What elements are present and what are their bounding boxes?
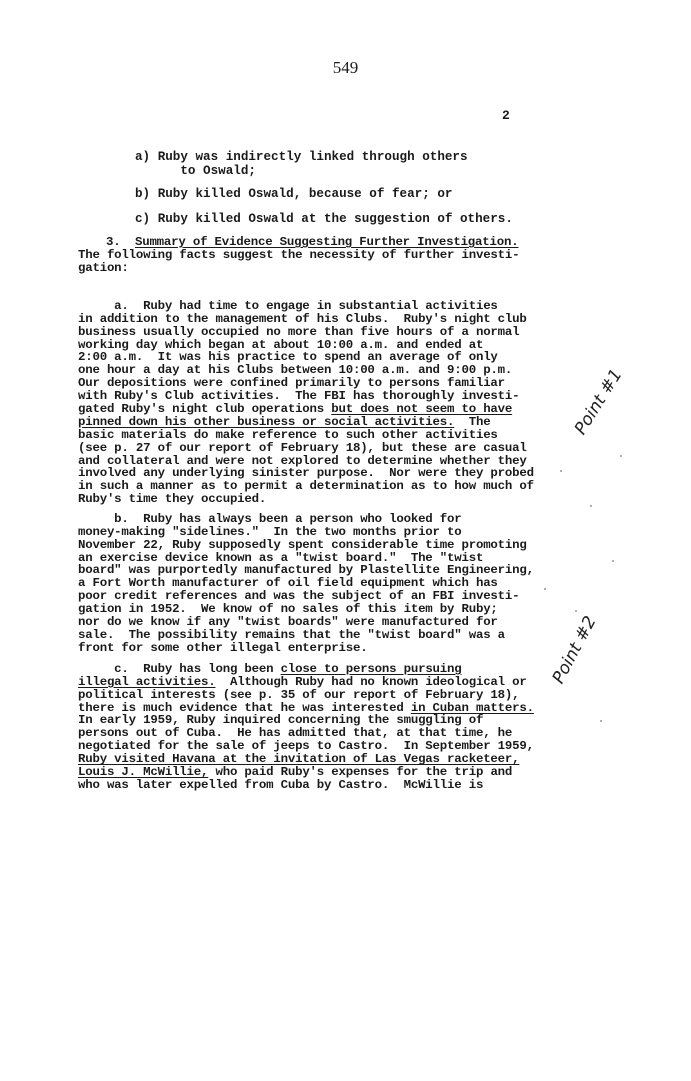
- list-item-c: [135, 212, 535, 226]
- margin-note-point-1: Point #1: [570, 365, 627, 439]
- underlined-text: illegal activities.: [78, 674, 216, 689]
- list-text: Ruby was indirectly linked through others: [157, 150, 468, 164]
- margin-note-point-2: Point #2: [548, 612, 601, 688]
- text-line: in such a manner as to permit a determination as to how much of: [78, 479, 534, 494]
- text-line: working day which began at about 10:00 a.m. and ended at: [78, 337, 484, 352]
- text-line: nor do we know if any "twist boards" were manufactured for: [78, 615, 498, 630]
- text-line: board" was purportedly manufactured by Plastellite Engineering,: [78, 563, 534, 578]
- speckle: [590, 505, 592, 507]
- list-item-b: [135, 187, 535, 201]
- text-line: business usually occupied no more than five hours of a normal: [78, 324, 520, 339]
- underlined-text: in Cuban matters.: [410, 700, 534, 715]
- text-line: In early 1959, Ruby inquired concerning the smuggling of: [78, 713, 484, 728]
- text-line: one hour a day at his Clubs between 10:00 a.m. and 9:00 p.m.: [78, 363, 513, 378]
- text-line: sale. The possibility remains that the "twist board" was a: [78, 627, 505, 642]
- list-text: Ruby killed Oswald, because of fear; or: [157, 187, 453, 201]
- text-line: an exercise device known as a "twist board." The "twist: [78, 550, 484, 565]
- text-line: b. Ruby has always been a person who looked for: [78, 511, 462, 526]
- text-segment: gated Ruby's night club operations: [78, 402, 332, 417]
- text-line: 2:00 a.m. It was his practice to spend an average of only: [78, 350, 498, 365]
- text-line: poor credit references and was the subject of an FBI investi-: [78, 589, 520, 604]
- list-marker: c): [135, 212, 151, 226]
- paragraph-c: [78, 650, 558, 805]
- underlined-text: close to persons pursuing: [280, 661, 462, 676]
- section-heading: [78, 236, 558, 275]
- speckle: [544, 588, 546, 590]
- text-line: a Fort Worth manufacturer of oil field equipment which has: [78, 576, 498, 591]
- text-line: with Ruby's Club activities. The FBI has thoroughly investi-: [78, 389, 520, 404]
- sheet-number: 2: [502, 108, 510, 123]
- paragraph-b: [78, 500, 558, 668]
- speckle: [575, 610, 577, 612]
- text-segment: who paid Ruby's expenses for the trip and: [208, 765, 513, 780]
- section-title: Summary of Evidence Suggesting Further Investigation.: [134, 235, 519, 249]
- text-line: a. Ruby had time to engage in substantial activities: [78, 298, 498, 313]
- list-item-a: [135, 150, 535, 178]
- list-marker: b): [135, 187, 151, 201]
- list-marker: a): [135, 150, 151, 164]
- text-line: persons out of Cuba. He has admitted that, at that time, he: [78, 726, 513, 741]
- text-segment: there is much evidence that he was interested: [78, 700, 411, 715]
- text-line: front for some other illegal enterprise.: [78, 640, 368, 655]
- underlined-text: pinned down his other business or social activities.: [78, 414, 455, 429]
- text-line: negotiated for the sale of jeeps to Castro. In September 1959,: [78, 739, 534, 754]
- section-intro-line: gation:: [78, 260, 129, 275]
- text-line: and collateral and were not explored to determine whether they: [78, 453, 527, 468]
- list-text: Ruby killed Oswald at the suggestion of others.: [157, 212, 513, 226]
- speckle: [612, 560, 614, 562]
- text-segment: The: [454, 414, 491, 429]
- text-segment: c. Ruby has long been: [78, 661, 281, 676]
- section-intro-line: The following facts suggest the necessity of further investi-: [78, 247, 520, 262]
- text-line: gation in 1952. We know of no sales of this item by Ruby;: [78, 602, 498, 617]
- text-line: money-making "sidelines." In the two months prior to: [78, 524, 462, 539]
- paragraph-a: [78, 287, 558, 519]
- text-line: basic materials do make reference to such other activities: [78, 427, 498, 442]
- text-line: who was later expelled from Cuba by Castro. McWillie is: [78, 777, 484, 792]
- text-line: (see p. 27 of our report of February 18), but these are casual: [78, 440, 527, 455]
- text-line: involved any underlying sinister purpose. Nor were they probed: [78, 466, 534, 481]
- section-number: 3.: [106, 235, 121, 249]
- text-segment: Although Ruby had no known ideological or: [215, 674, 527, 689]
- text-line: political interests (see p. 35 of our report of February 18),: [78, 687, 520, 702]
- page-number: 549: [332, 58, 359, 77]
- underlined-text: Louis J. McWillie,: [78, 765, 209, 780]
- text-line: in addition to the management of his Clubs. Ruby's night club: [78, 311, 527, 326]
- text-line: Ruby's time they occupied.: [78, 492, 267, 507]
- speckle: [620, 455, 622, 457]
- underlined-text: but does not seem to have: [331, 402, 513, 417]
- text-line: Our depositions were confined primarily to persons familiar: [78, 376, 505, 391]
- list-text: to Oswald;: [157, 164, 256, 178]
- speckle: [600, 720, 602, 722]
- text-line: November 22, Ruby supposedly spent considerable time promoting: [78, 537, 527, 552]
- underlined-text: Ruby visited Havana at the invitation of Las Vegas racketeer,: [78, 752, 520, 767]
- speckle: [560, 470, 562, 472]
